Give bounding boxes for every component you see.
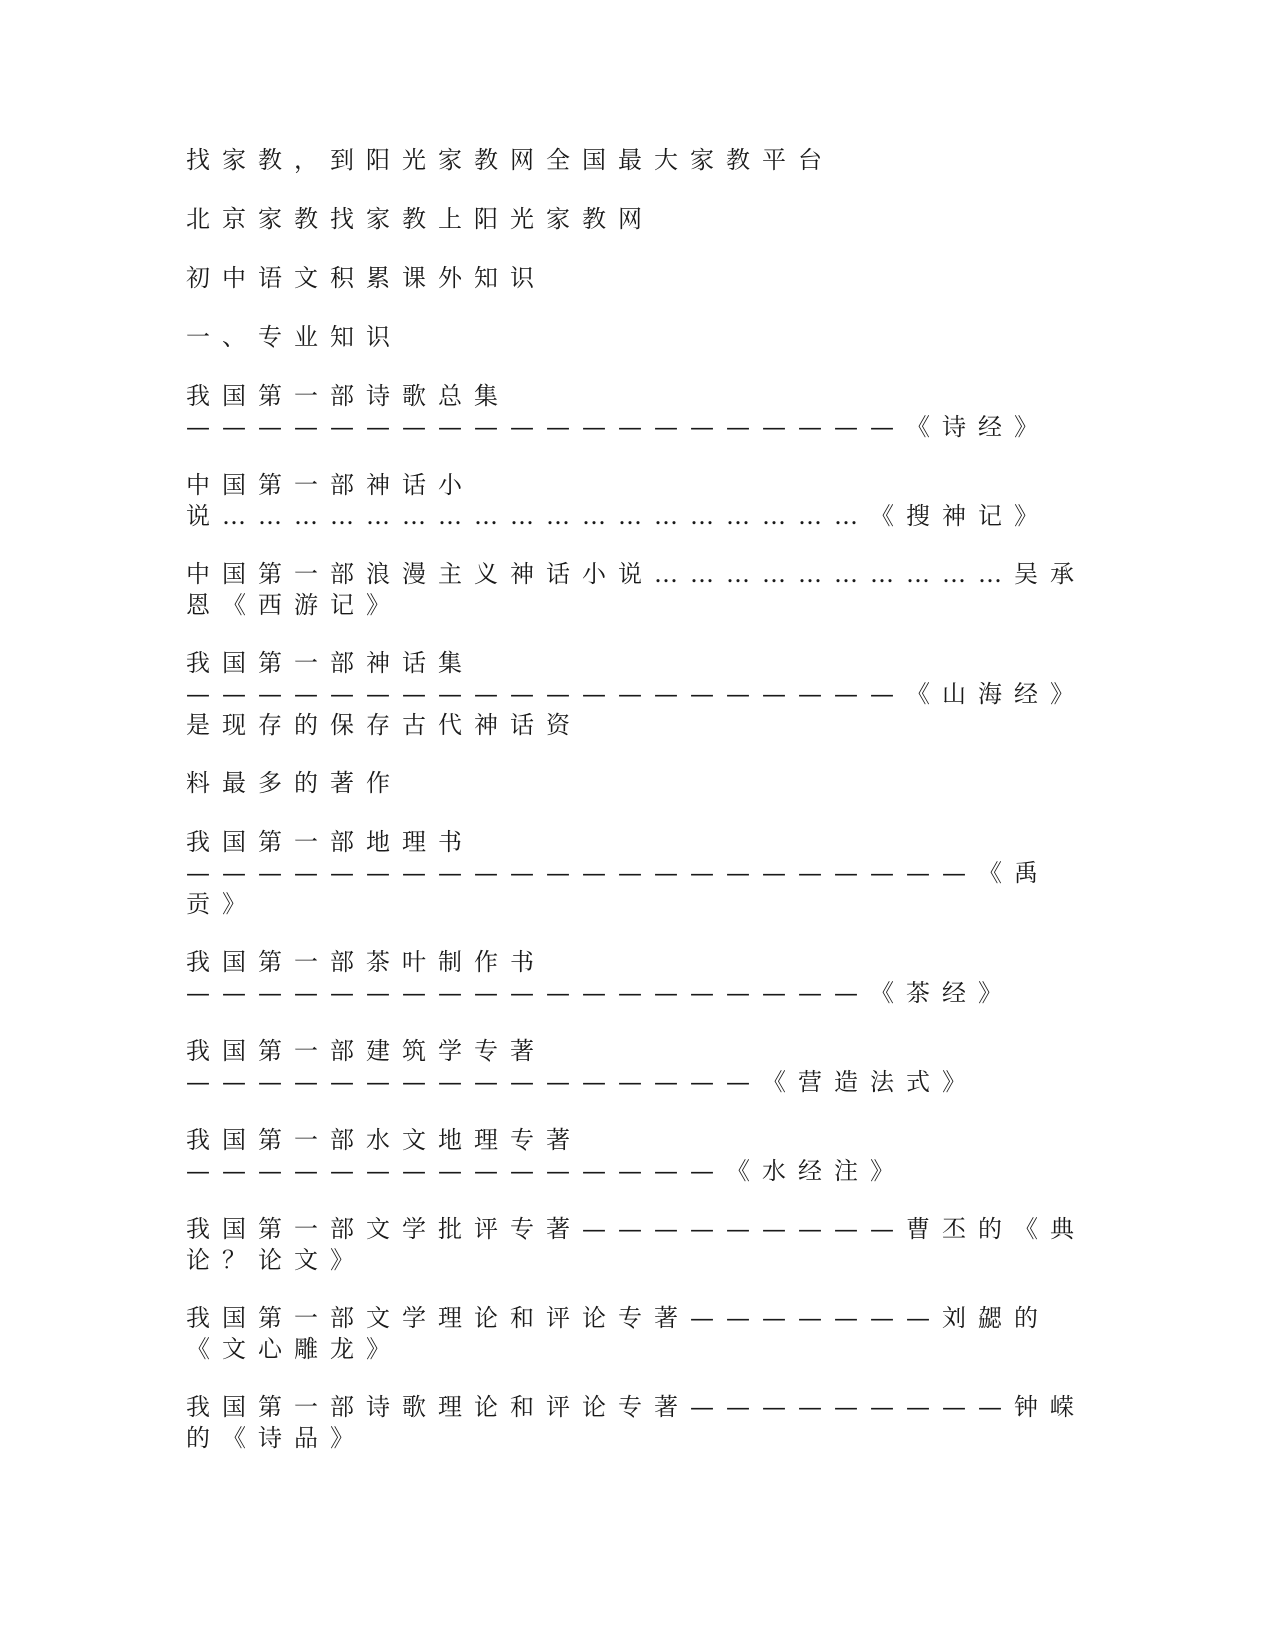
knowledge-item: 中国第一部神话小说………………………………………………《搜神记》 bbox=[186, 471, 1050, 530]
knowledge-item: 我国第一部诗歌理论和评论专著—————————钟嵘的《诗品》 bbox=[186, 1393, 1086, 1452]
knowledge-item: 我国第一部文学理论和评论专著———————刘勰的《文心雕龙》 bbox=[186, 1304, 1050, 1363]
section-heading: 一、专业知识 bbox=[186, 323, 402, 351]
knowledge-item: 我国第一部茶叶制作书———————————————————《茶经》 bbox=[186, 948, 1014, 1007]
header-line-2: 北京家教找家教上阳光家教网 bbox=[186, 205, 654, 233]
header-line-1: 找家教，到阳光家教网全国最大家教平台 bbox=[186, 146, 834, 174]
knowledge-item: 我国第一部文学批评专著—————————曹丕的《典论？论文》 bbox=[186, 1215, 1086, 1274]
knowledge-item: 中国第一部浪漫主义神话小说…………………………吴承恩《西游记》 bbox=[186, 560, 1086, 619]
knowledge-item-continuation: 料最多的著作 bbox=[186, 769, 402, 797]
document-page bbox=[186, 145, 1106, 1481]
knowledge-item: 我国第一部水文地理专著———————————————《水经注》 bbox=[186, 1126, 906, 1185]
knowledge-item: 我国第一部诗歌总集————————————————————《诗经》 bbox=[186, 382, 1050, 441]
document-title: 初中语文积累课外知识 bbox=[186, 264, 546, 292]
knowledge-item: 我国第一部建筑学专著————————————————《营造法式》 bbox=[186, 1037, 978, 1096]
knowledge-item: 我国第一部地理书——————————————————————《禹贡》 bbox=[186, 828, 1050, 918]
knowledge-item: 我国第一部神话集————————————————————《山海经》是现存的保存古代神话资 bbox=[186, 649, 1086, 739]
